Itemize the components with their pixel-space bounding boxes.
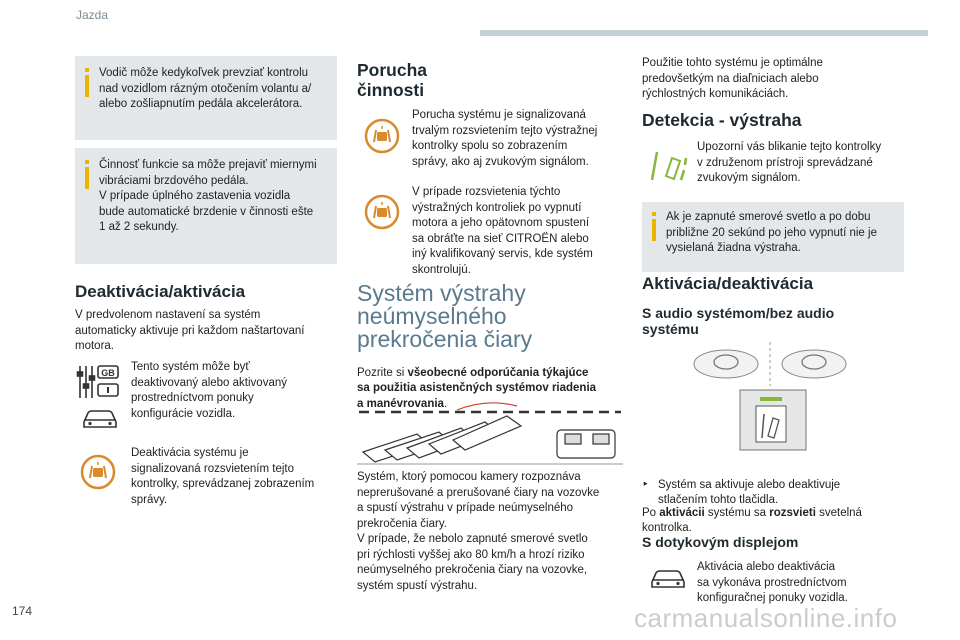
state-text: [642, 490, 904, 537]
state-suffix: svetelná kontrolka.: [642, 506, 862, 534]
toggle-description: Systém sa aktivuje alebo deaktivuje stlačením tohto tlačidla.: [658, 478, 841, 506]
deactivation-heading: Deaktivácia/aktivácia: [75, 282, 246, 301]
header-bar: [480, 30, 928, 36]
state-mid: systému sa: [704, 506, 770, 519]
note-turn-signal-text: Ak je zapnuté smerové svetlo a po dobu približne 20 sekúnd po jeho vypnutí nie je vysielaná žiadna výstraha.: [666, 211, 877, 254]
lane-crossing-illustration: [357, 392, 623, 468]
system-heading: Systém výstrahy neúmyselného prekročenia čiary: [357, 280, 533, 352]
touch-heading: S dotykovým displejom: [642, 534, 799, 550]
deactivation-intro: V predvolenom nastavení sa systém automaticky aktivuje pri každom naštartovaní motora.: [75, 309, 305, 352]
state-bold-activation: aktivácii: [659, 506, 705, 519]
car-settings-icon: [80, 406, 120, 430]
info-mark-icon: [85, 160, 89, 190]
right-intro: Použitie tohto systému je optimálne predovšetkým na diaľniciach alebo rýchlostných komunikáciách.: [642, 57, 823, 100]
state-bold-lights: rozsvieti: [769, 506, 816, 519]
page-section-title: Jazda: [76, 8, 109, 22]
fault-warning-icon-2: [362, 192, 402, 232]
audio-subheading: S audio systémom/bez audio systému: [642, 305, 835, 337]
note-box-braking: [75, 148, 337, 264]
detection-text: Upozorní vás blikanie tejto kontrolky v združenom prístroji sprevádzané zvukovým signálom.: [697, 141, 882, 184]
fault-heading: Porucha činnosti: [357, 60, 428, 100]
touchscreen-car-icon: [648, 566, 688, 590]
note-box-takeover: [75, 56, 337, 140]
note-takeover-text: Vodič môže kedykoľvek prevziať kontrolu nad vozidlom rázným otočením volantu a/ alebo zošliapnutím pedála akcelerátora.: [99, 67, 312, 110]
note-box-turn-signal: [642, 202, 904, 272]
info-mark-icon: [652, 212, 656, 242]
reference-bold: všeobecné odporúčania týkajúce sa použitia asistenčných systémov riadenia a manévrovania: [357, 366, 597, 410]
reference-prefix: Pozrite si: [357, 366, 408, 379]
activation-heading: Aktivácia/deaktivácia: [642, 274, 814, 293]
watermark: carmanualsonline.info: [634, 603, 898, 633]
system-description: Systém, ktorý pomocou kamery rozpoznáva neprerušované a prerušované čiary na vozovke a spustí výstrahu v prípade neúmyselného prekročenia čiary. V prípade, že nebolo zapnuté smerové svetlo pri rýchlosti vyššej ako 80 km/h a hrozí riziko neúmyselného prekročenia čiary na vozovke, systém spustí výstrahu.: [357, 471, 600, 592]
dashboard-illustration: [686, 340, 866, 452]
config-menu-icon: [76, 362, 126, 402]
state-prefix: Po: [642, 506, 660, 519]
fault-text-1: Porucha systému je signalizovaná trvalým rozsvietením tejto výstražnej kontrolky spolu so zobrazením správy, ako aj zvukovým signálom.: [412, 109, 598, 168]
lane-departure-indicator-icon: [648, 144, 688, 184]
fault-warning-icon: [362, 116, 402, 156]
lane-warning-icon: [78, 452, 118, 492]
deactivation-item2: Deaktivácia systému je signalizovaná rozsvietením tejto kontrolky, sprevádzanej zobrazením správy.: [131, 447, 315, 506]
deactivation-item1: Tento systém môže byť deaktivovaný alebo aktivovaný prostredníctvom ponuky konfigurácie vozidla.: [131, 361, 287, 420]
gb-label: GB: [101, 368, 115, 378]
toggle-bullet: ‣: [642, 478, 649, 491]
info-mark-icon: [85, 68, 89, 98]
note-braking-text: Činnosť funkcie sa môže prejaviť miernymi vibráciami brzdového pedála. V prípade úplného zastavenia vozidla bude automatické brzdenie v činnosti ešte 1 až 2 sekundy.: [99, 159, 317, 233]
detection-heading: Detekcia - výstraha: [642, 110, 802, 130]
fault-text-2: V prípade rozsvietenia týchto výstražných kontroliek po vypnutí motora a jeho opätovnom spustení sa obráťte na sieť CITROËN alebo iný kvalifikovaný servis, kde systém skontrolujú.: [412, 186, 593, 276]
page-number: 174: [12, 604, 33, 618]
touch-text: Aktivácia alebo deaktivácia sa vykonáva prostredníctvom konfiguračnej ponuky vozidla.: [697, 561, 848, 604]
reference-suffix: .: [443, 397, 448, 410]
